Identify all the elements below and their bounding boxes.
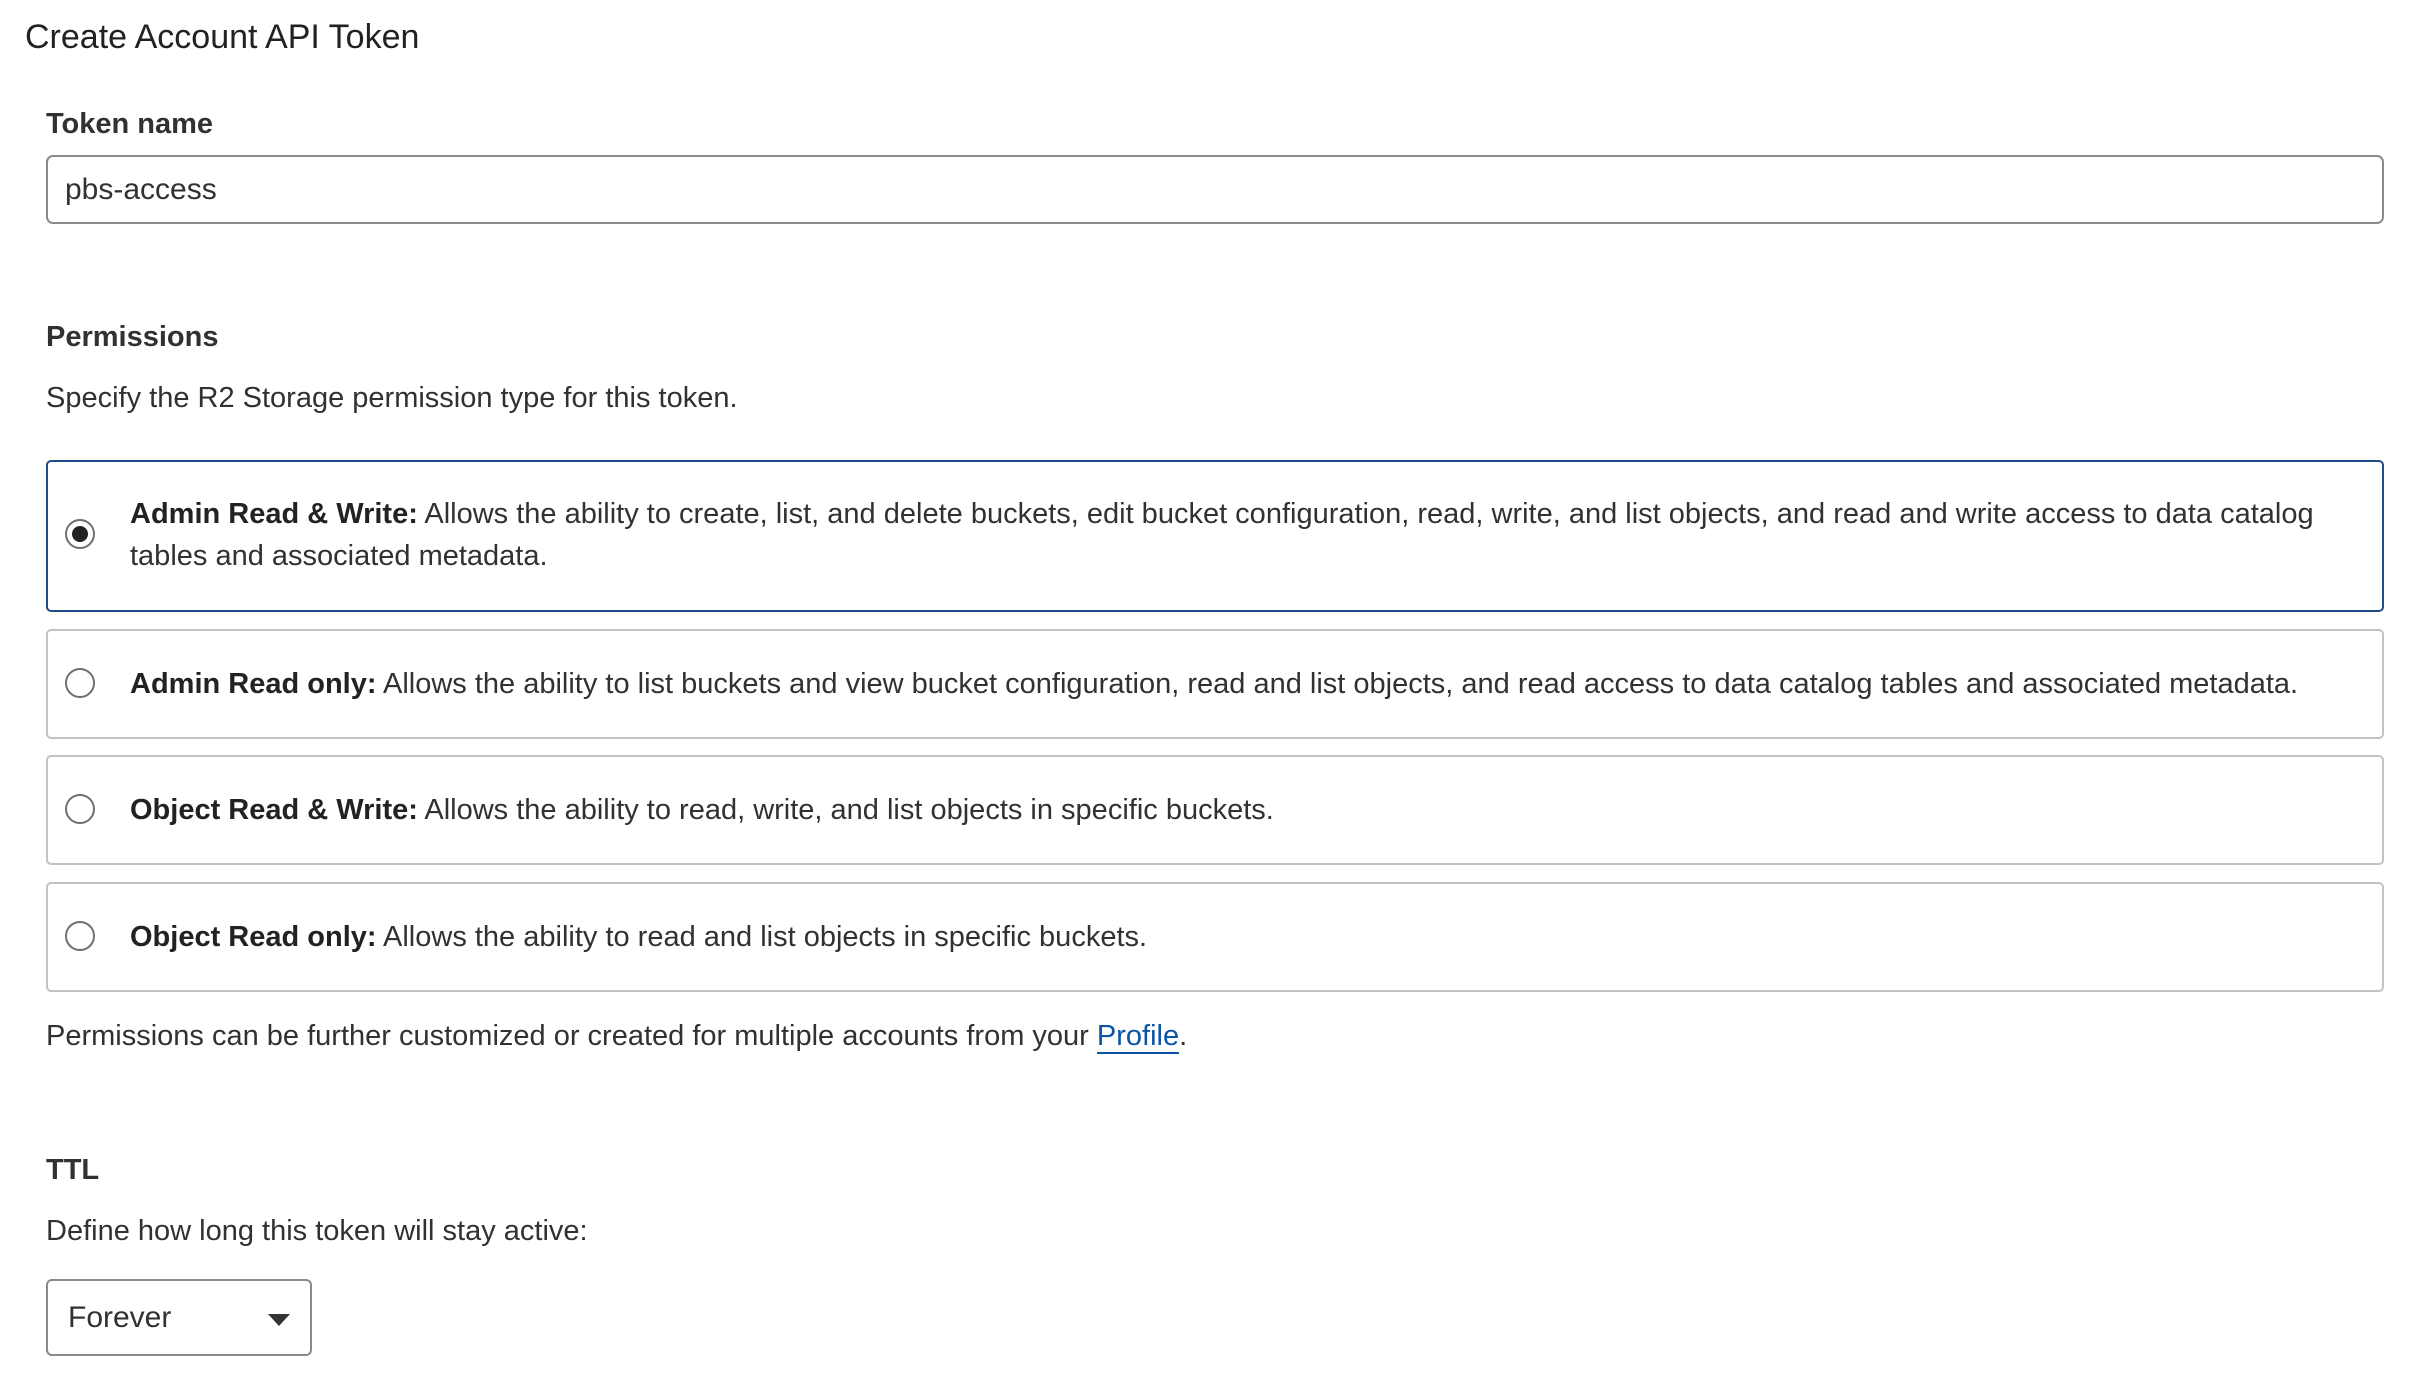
permission-option-text [130,493,2342,577]
ttl-select-value: Forever [68,1301,172,1334]
permission-option-description: Allows the ability to read and list objects in specific buckets. [383,921,1148,953]
radio-button[interactable] [65,794,95,824]
caret-down-icon [268,1314,290,1326]
token-name-input[interactable] [46,155,2384,224]
radio-button[interactable] [65,921,95,951]
permissions-heading: Permissions [46,321,219,353]
permission-option-admin-read-write[interactable] [46,460,2384,612]
permissions-footer-period: . [1179,1020,1188,1052]
token-name-label: Token name [46,108,214,140]
permission-option-admin-read-only[interactable] [46,629,2384,739]
permission-option-title: Admin Read only: [130,668,377,700]
permission-option-description: Allows the ability to list buckets and view bucket configuration, read and list objects, and read access to data catalog tables and associated metadata. [382,668,2299,700]
permission-option-object-read-write[interactable] [46,755,2384,865]
ttl-select[interactable] [46,1279,312,1356]
permission-option-description: Allows the ability to create, list, and delete buckets, edit bucket configuration, read, write, and list objects, and read and write access to data catalog tables and associated metadata. [130,498,2314,572]
permissions-description: Specify the R2 Storage permission type for this token. [46,382,738,414]
ttl-description: Define how long this token will stay active: [46,1215,588,1247]
permission-option-title: Object Read & Write: [130,794,418,826]
permission-option-text [130,916,2342,958]
radio-button[interactable] [65,668,95,698]
radio-button-selected[interactable] [65,519,95,549]
permission-option-text [130,663,2342,705]
permission-option-title: Admin Read & Write: [130,498,418,530]
permission-option-title: Object Read only: [130,921,377,953]
page-title: Create Account API Token [25,18,420,56]
permission-option-object-read-only[interactable] [46,882,2384,992]
permissions-footer [46,1020,1187,1053]
radio-dot [72,526,88,542]
profile-link[interactable]: Profile [1096,1020,1180,1052]
ttl-heading: TTL [46,1154,100,1186]
permission-option-text [130,789,2342,831]
permission-option-description: Allows the ability to read, write, and list objects in specific buckets. [424,794,1274,826]
permissions-footer-text: Permissions can be further customized or created for multiple accounts from your [46,1020,1089,1052]
